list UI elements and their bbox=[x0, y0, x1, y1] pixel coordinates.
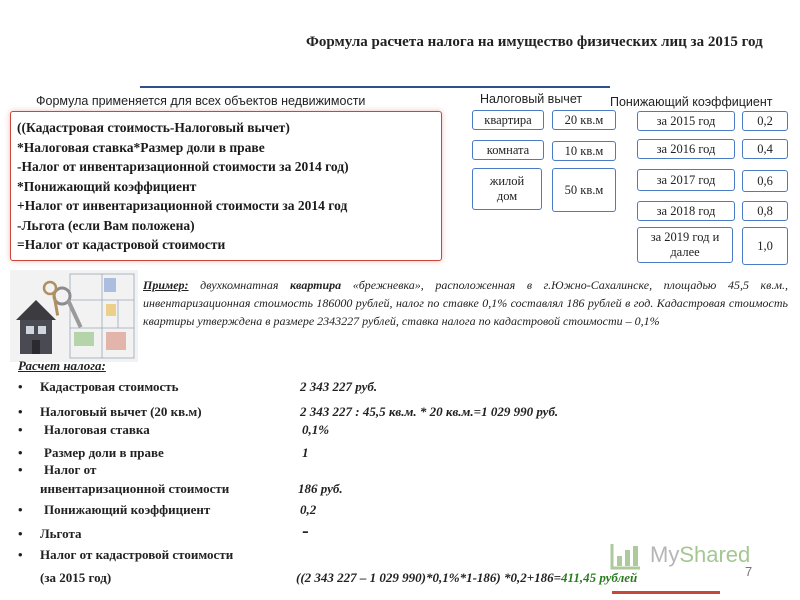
logo-text bbox=[650, 542, 750, 568]
formula-lines bbox=[17, 118, 349, 255]
example-paragraph bbox=[143, 276, 788, 330]
calc-label: Понижающий коэффициент bbox=[44, 502, 211, 517]
coefficient-value-cell: 0,2 bbox=[742, 111, 788, 131]
calc-label: Налоговый вычет (20 кв.м) bbox=[40, 404, 202, 419]
coefficient-year-cell: за 2017 год bbox=[637, 169, 735, 191]
formula-header: Формула применяется для всех объектов недвижимости bbox=[36, 94, 366, 108]
calc-label: Налог от bbox=[44, 462, 97, 477]
calc-value: 0,2 bbox=[300, 502, 317, 517]
formula-line: =Налог от кадастровой стоимости bbox=[17, 237, 226, 252]
deduction-area-cell: 20 кв.м bbox=[552, 110, 616, 130]
bullet-icon: • bbox=[18, 462, 23, 477]
deduction-type-cell: квартира bbox=[472, 110, 544, 130]
house-keys-illustration bbox=[10, 270, 138, 362]
final-formula bbox=[296, 570, 637, 586]
calc-value: 2 343 227 руб. bbox=[300, 379, 378, 394]
formula-line: ((Кадастровая стоимость-Налоговый вычет) bbox=[17, 120, 290, 135]
coefficient-value-cell: 0,6 bbox=[742, 170, 788, 192]
calc-row bbox=[18, 422, 150, 438]
deduction-type-cell: жилой дом bbox=[472, 168, 542, 210]
logo-text-shared: Shared bbox=[679, 542, 751, 567]
calc-label-cont: (за 2015 год) bbox=[40, 570, 112, 585]
calc-value: 1 bbox=[302, 445, 309, 460]
bullet-icon: • bbox=[18, 379, 23, 394]
calc-row bbox=[18, 445, 164, 461]
calc-label: Льгота bbox=[40, 526, 82, 541]
bullet-icon: • bbox=[18, 422, 23, 437]
deduction-type-cell: комната bbox=[472, 140, 544, 160]
calc-row bbox=[18, 502, 211, 518]
example-label: Пример: bbox=[143, 278, 189, 292]
calc-value: - bbox=[302, 520, 309, 542]
deduction-area-cell: 50 кв.м bbox=[552, 168, 616, 212]
calc-row bbox=[18, 526, 82, 542]
coefficient-value-cell: 1,0 bbox=[742, 227, 788, 265]
result-underline bbox=[612, 591, 720, 594]
calc-label: Кадастровая стоимость bbox=[40, 379, 179, 394]
example-text: двухкомнатная bbox=[188, 278, 290, 292]
calc-row bbox=[18, 404, 202, 420]
page-title: Формула расчета налога на имущество физических лиц за 2015 год bbox=[306, 34, 763, 50]
final-expression: ((2 343 227 – 1 029 990)*0,1%*1-186) *0,2+186= bbox=[296, 570, 562, 585]
calc-row bbox=[18, 547, 234, 563]
logo-text-my: My bbox=[650, 542, 680, 567]
calc-label: Размер доли в праве bbox=[44, 445, 164, 460]
calc-value: 186 руб. bbox=[298, 481, 343, 496]
coefficient-year-cell: за 2018 год bbox=[637, 201, 735, 221]
calc-title: Расчет налога: bbox=[18, 358, 106, 373]
calc-label: Налог от кадастровой стоимости bbox=[40, 547, 234, 562]
calc-label-cont: инвентаризационной стоимости bbox=[40, 481, 230, 496]
deduction-area-cell: 10 кв.м bbox=[552, 141, 616, 161]
coefficient-year-cell: за 2016 год bbox=[637, 139, 735, 159]
page-number: 7 bbox=[745, 564, 753, 579]
coefficient-value-cell: 0,8 bbox=[742, 201, 788, 221]
calc-value: 2 343 227 : 45,5 кв.м. * 20 кв.м.=1 029 990 руб. bbox=[300, 404, 559, 419]
formula-box bbox=[10, 111, 442, 261]
title-underline bbox=[140, 86, 610, 88]
formula-line: -Налог от инвентаризационной стоимости за 2014 год) bbox=[17, 159, 349, 174]
coefficient-year-cell: за 2015 год bbox=[637, 111, 735, 131]
calc-row bbox=[18, 462, 97, 478]
formula-line: -Льгота (если Вам положена) bbox=[17, 217, 195, 233]
formula-line: *Налоговая ставка*Размер доли в праве bbox=[17, 139, 265, 155]
bullet-icon: • bbox=[18, 526, 23, 541]
formula-line: +Налог от инвентаризационной стоимости за 2014 год bbox=[17, 198, 348, 213]
bullet-icon: • bbox=[18, 547, 23, 562]
calc-row bbox=[18, 379, 179, 395]
coefficient-value-cell: 0,4 bbox=[742, 139, 788, 159]
calc-label: Налоговая ставка bbox=[44, 422, 150, 437]
example-text: «брежневка», расположенная в г.Южно-Сахалинске, площадью 45,5 кв.м., инвентаризационная стоимость 186000 рублей, налог по ставке 0,1% составлял 186 рублей в год. Кадастровая стоимость квартиры утверждена в размере 2343227 рублей, ставка налога по кадастровой стоимости – 0,1% bbox=[143, 278, 788, 328]
formula-line: *Понижающий коэффициент bbox=[17, 178, 197, 194]
coefficient-header: Понижающий коэффициент bbox=[610, 95, 773, 109]
deduction-header: Налоговый вычет bbox=[480, 92, 583, 106]
example-highlight: квартира bbox=[289, 278, 342, 292]
bullet-icon: • bbox=[18, 445, 23, 460]
bullet-icon: • bbox=[18, 502, 23, 517]
final-result: 411,45 рублей bbox=[561, 570, 638, 585]
chart-logo-icon bbox=[608, 540, 644, 572]
calc-value: 0,1% bbox=[302, 422, 330, 437]
bullet-icon: • bbox=[18, 404, 23, 419]
coefficient-year-cell: за 2019 год и далее bbox=[637, 227, 733, 263]
